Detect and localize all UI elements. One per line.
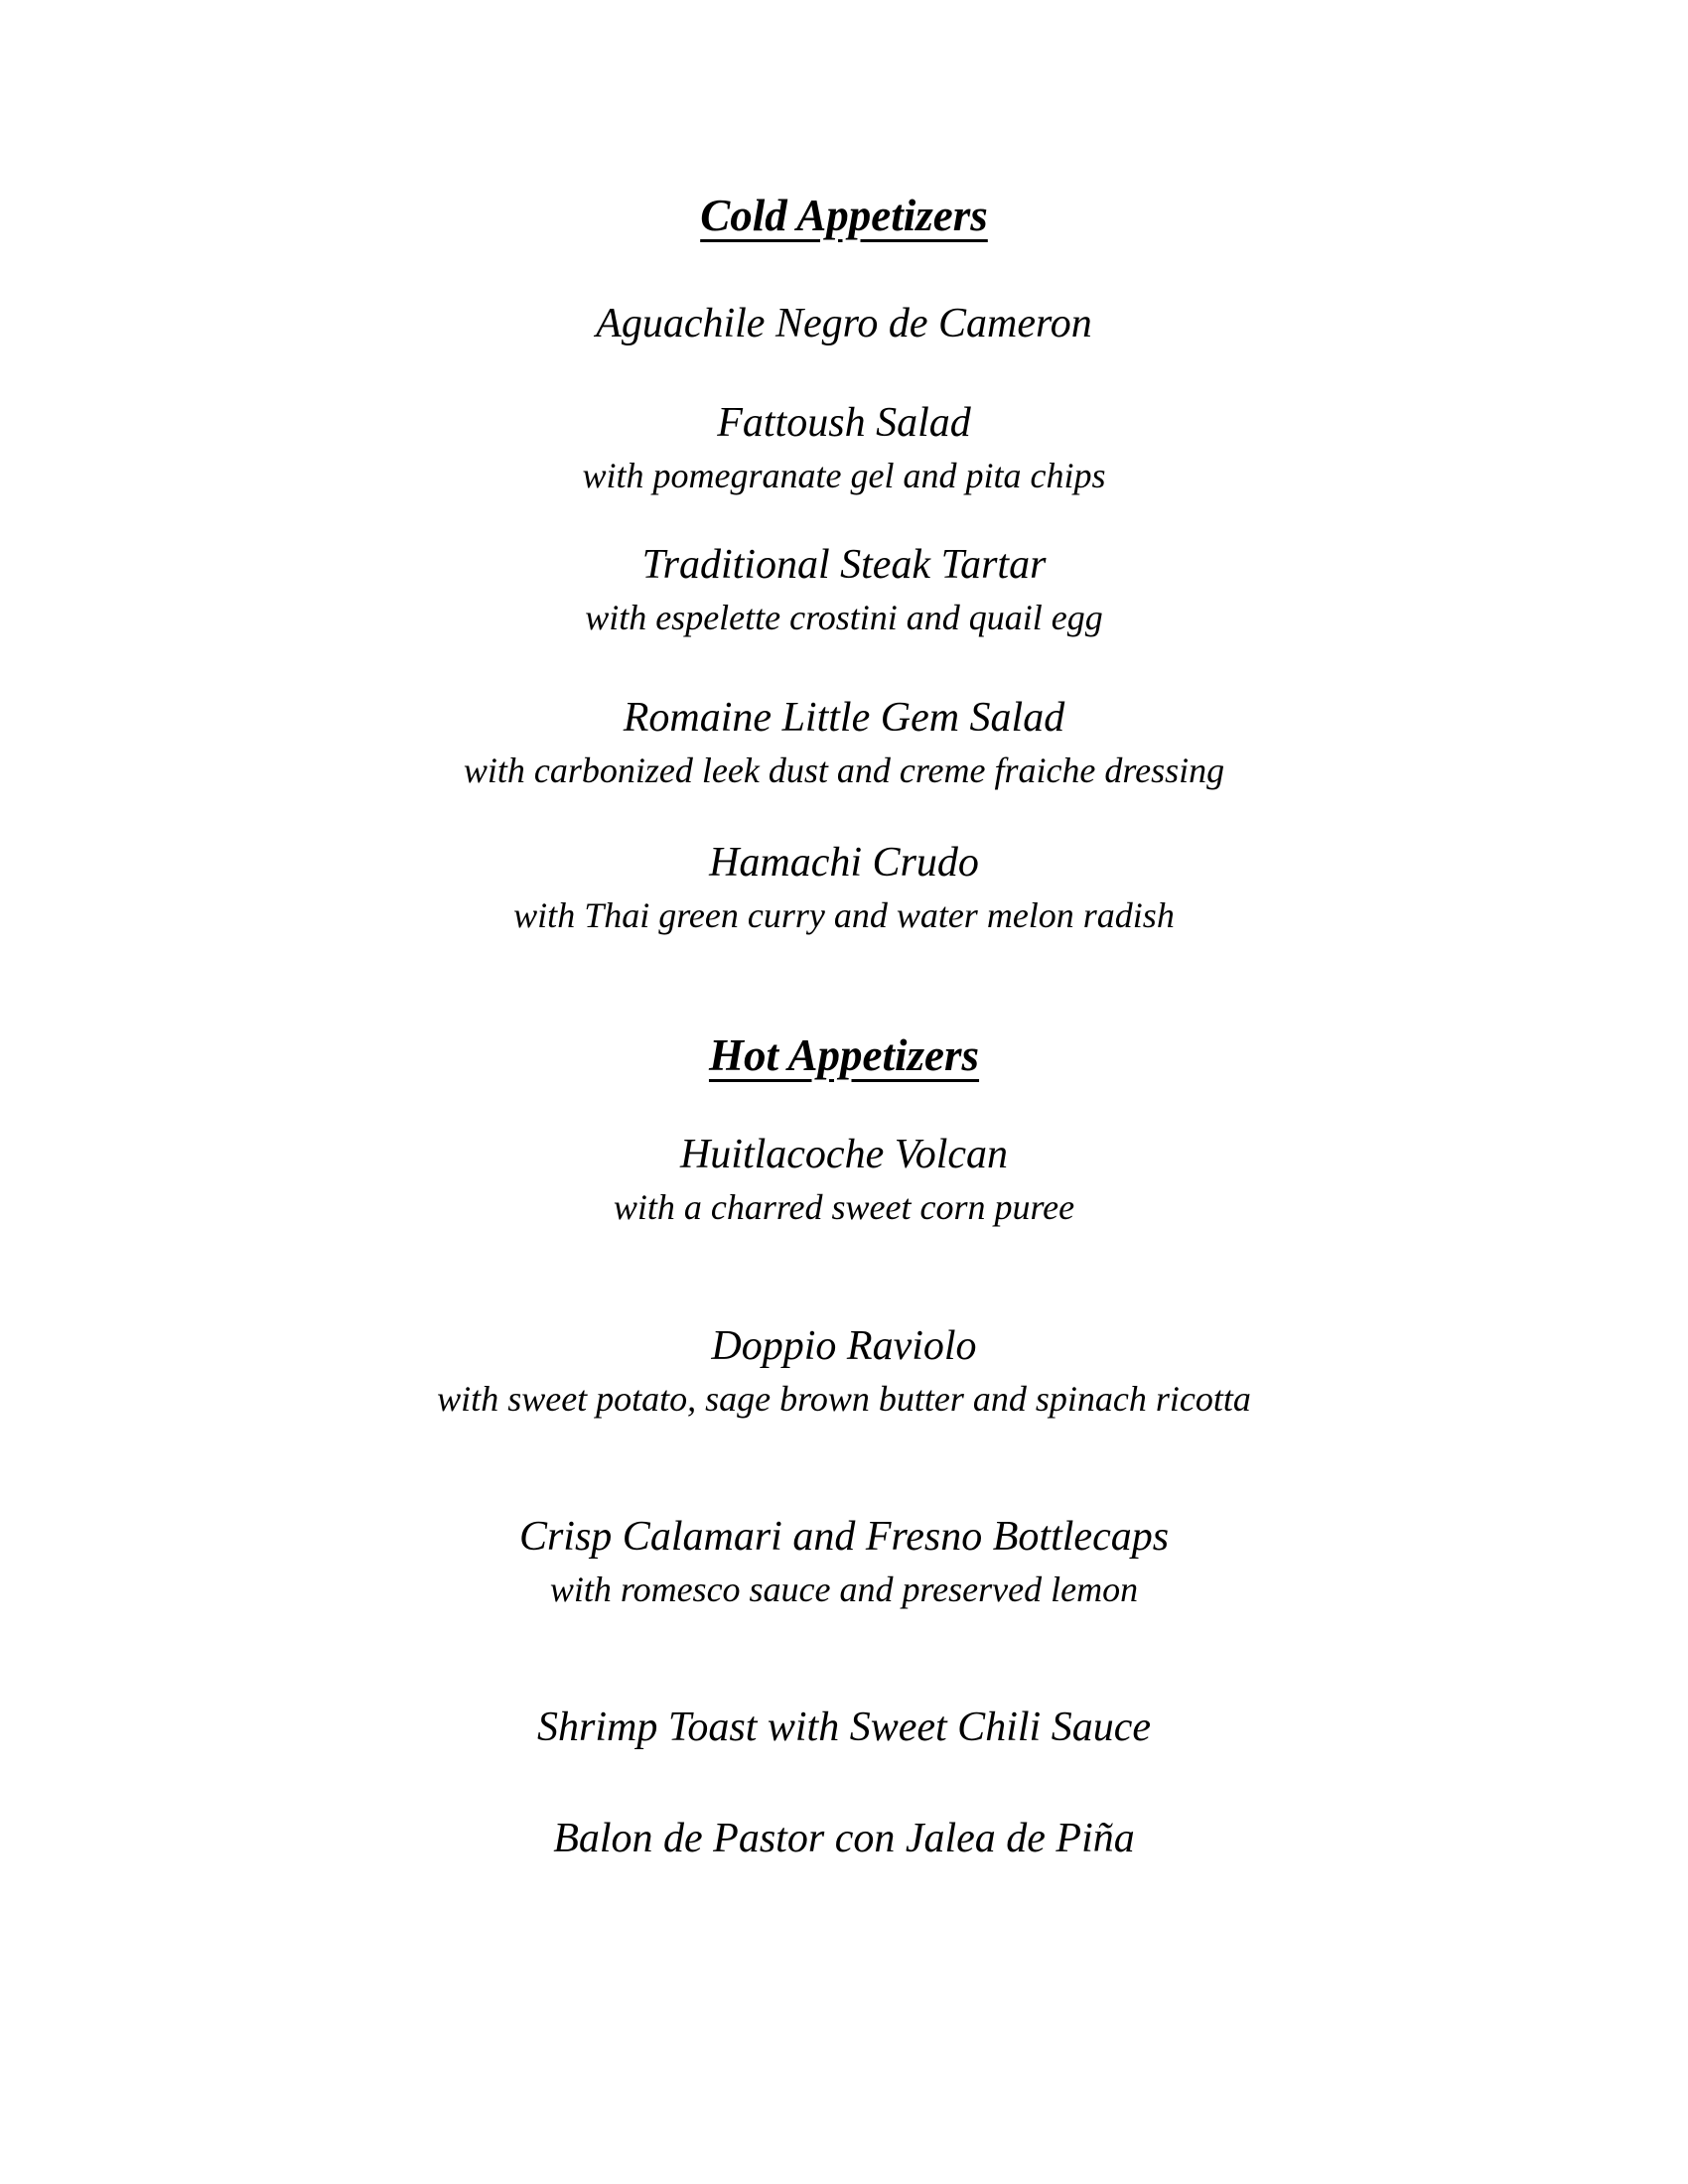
item-name: Romaine Little Gem Salad <box>623 695 1065 741</box>
menu-item-fattoush-salad <box>0 397 1688 497</box>
menu-item-hamachi-crudo <box>0 837 1688 937</box>
item-name: Huitlacoche Volcan <box>679 1132 1009 1177</box>
item-name: Fattoush Salad <box>717 400 971 446</box>
section-title-text: Cold Appetizers <box>700 191 988 240</box>
item-description: with carbonized leek dust and creme fraiche dressing <box>463 751 1225 790</box>
menu-item-aguachile <box>0 298 1688 349</box>
menu-item-shrimp-toast <box>0 1702 1688 1753</box>
item-name: Aguachile Negro de Cameron <box>596 301 1092 346</box>
item-description: with Thai green curry and water melon radish <box>513 895 1175 935</box>
section-title-text: Hot Appetizers <box>708 1030 980 1080</box>
item-name: Crisp Calamari and Fresno Bottlecaps <box>518 1514 1170 1560</box>
item-name: Shrimp Toast with Sweet Chili Sauce <box>537 1705 1151 1750</box>
section-title-hot-appetizers <box>0 1028 1688 1082</box>
menu-item-steak-tartar <box>0 539 1688 639</box>
item-name: Hamachi Crudo <box>709 840 979 886</box>
item-description: with romesco sauce and preserved lemon <box>549 1570 1139 1609</box>
item-name: Balon de Pastor con Jalea de Piña <box>553 1816 1135 1861</box>
item-description: with pomegranate gel and pita chips <box>582 456 1106 495</box>
item-name: Doppio Raviolo <box>711 1323 977 1369</box>
menu-item-huitlacoche-volcan <box>0 1129 1688 1229</box>
item-description: with sweet potato, sage brown butter and spinach ricotta <box>437 1379 1251 1419</box>
menu-item-romaine-salad <box>0 692 1688 792</box>
menu-item-doppio-raviolo <box>0 1320 1688 1421</box>
item-description: with a charred sweet corn puree <box>613 1187 1075 1227</box>
menu-item-crisp-calamari <box>0 1511 1688 1611</box>
item-description: with espelette crostini and quail egg <box>585 598 1103 637</box>
menu-item-balon-de-pastor <box>0 1813 1688 1864</box>
item-name: Traditional Steak Tartar <box>641 542 1047 588</box>
section-title-cold-appetizers <box>0 189 1688 242</box>
